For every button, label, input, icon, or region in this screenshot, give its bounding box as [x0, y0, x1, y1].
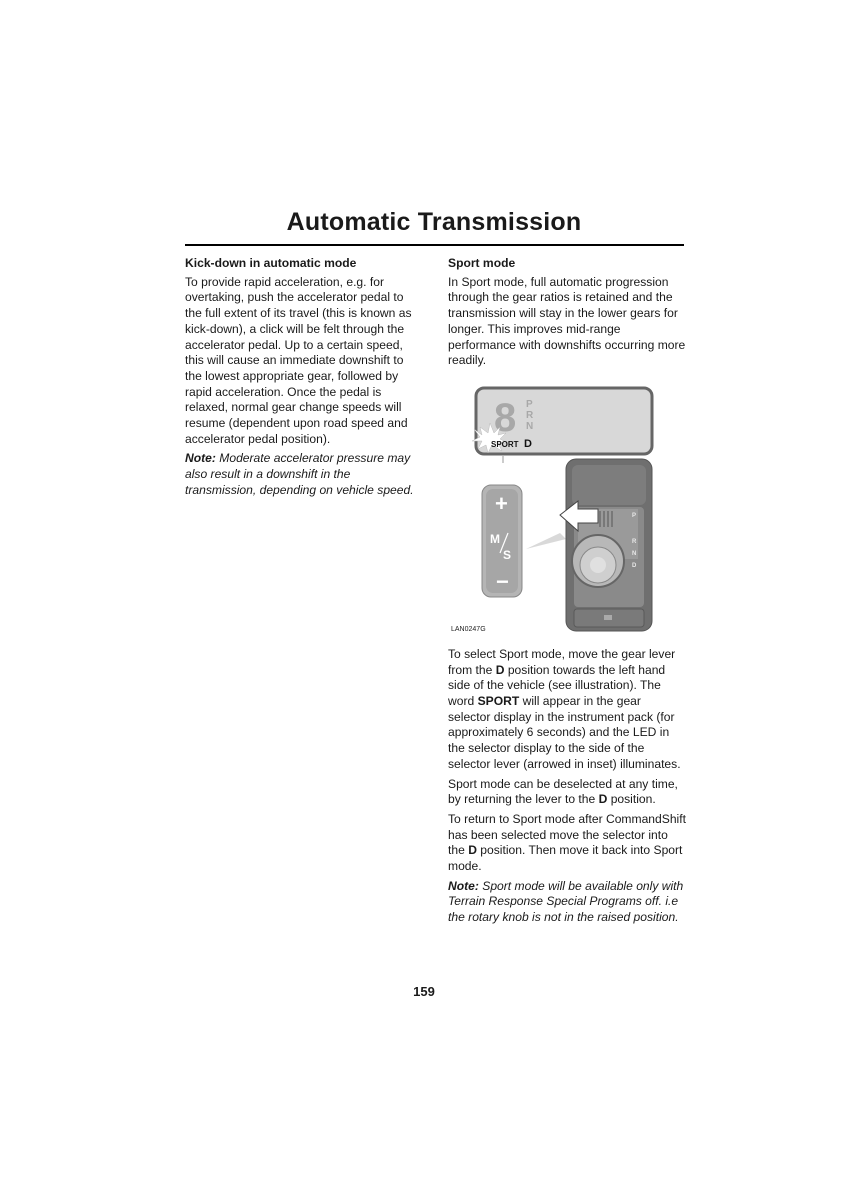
title-rule	[185, 244, 684, 246]
display-letter-p: P	[526, 398, 533, 410]
sport-note	[448, 879, 686, 926]
console-letter-d: D	[632, 562, 637, 569]
left-column	[185, 256, 423, 503]
s-label: S	[503, 547, 512, 562]
gear-digit: 8	[494, 395, 517, 440]
display-sport-label: SPORT	[491, 439, 519, 449]
deselect-paragraph: Sport mode can be deselected at any time, by returning the lever to the D position.	[448, 776, 678, 807]
m-label: M	[490, 531, 500, 546]
note-text: Moderate accelerator pressure may also result in a downshift in the transmission, depending on vehicle speed.	[185, 451, 414, 497]
figure-code: LAN0247G	[451, 625, 486, 633]
minus-icon: −	[496, 568, 509, 594]
sport-mode-illustration	[448, 383, 686, 633]
plus-icon: +	[495, 490, 508, 516]
kickdown-paragraph: To provide rapid acceleration, e.g. for overtaking, push the accelerator pedal to the full extent of its travel (this is known as kick-down), a click will be felt through the accelerator pedal. Up to a certain speed, this will cause an immediate downshift to the lowest appropriate gear, followed by rapid acceleration. Once the pedal is relaxed, normal gear change speeds will resume (dependent upon road speed and accelerator pedal position).	[185, 274, 412, 446]
note-label: Note:	[185, 451, 216, 466]
display-letter-r: R	[526, 409, 534, 421]
note-label: Note:	[448, 878, 479, 893]
page-title: Automatic Transmission	[286, 208, 582, 236]
kickdown-heading: Kick-down in automatic mode	[185, 256, 357, 270]
inset-pointer	[526, 533, 566, 549]
kickdown-note	[185, 451, 423, 498]
display-letter-n: N	[526, 420, 534, 432]
illustration-svg	[448, 383, 686, 633]
select-paragraph: To select Sport mode, move the gear lever from the D position towards the left hand side of the vehicle (see illustration). The word SPORT will appear in the gear selector display in the instrument pack (for approximately 6 seconds) and the LED in the selector display to the side of the selector lever (arrowed in inset) illuminates.	[448, 646, 681, 771]
return-paragraph: To return to Sport mode after CommandShift has been selected move the selector into the D position. Then move it back into Sport mode.	[448, 811, 686, 874]
display-d-label: D	[524, 437, 532, 450]
sport-heading: Sport mode	[448, 256, 516, 270]
console-letter-p: P	[632, 512, 637, 519]
console-letter-r: R	[632, 538, 637, 545]
right-column	[448, 256, 686, 930]
page-number: 159	[413, 984, 435, 999]
note-text: Sport mode will be available only with Terrain Response Special Programs off. i.e the rotary knob is not in the raised position.	[448, 878, 684, 925]
console-letter-n: N	[632, 550, 637, 557]
sport-intro: In Sport mode, full automatic progression through the gear ratios is retained and the transmission will stay in the lower gears for longer. This improves mid-range performance with downshifts occurring more readily.	[448, 274, 686, 368]
